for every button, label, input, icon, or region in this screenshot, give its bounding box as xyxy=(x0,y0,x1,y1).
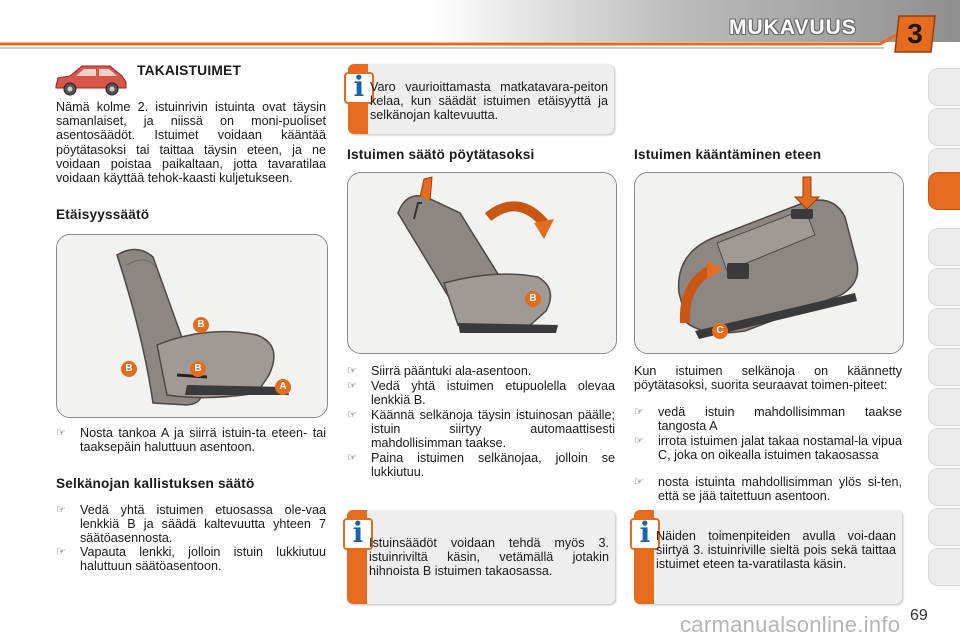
tilt-bullet-1: ☞ vedä istuin mahdollisimman taakse tangosta A xyxy=(634,405,902,434)
bullet-hand-icon: ☞ xyxy=(56,504,66,516)
bullet-hand-icon: ☞ xyxy=(56,546,66,558)
side-tab-6[interactable] xyxy=(928,268,960,306)
chapter-title: MUKAVUUS xyxy=(729,16,857,39)
page-number: 69 xyxy=(910,607,928,624)
table-bullet-2: ☞ Vedä yhtä istuimen etupuolella olevaa lenkkiä B. xyxy=(347,379,615,408)
side-tab-5[interactable] xyxy=(928,228,960,266)
watermark: carmanualsonline.info xyxy=(680,612,901,637)
side-tab-9[interactable] xyxy=(928,388,960,426)
tilt-heading: Istuimen kääntäminen eteen xyxy=(634,147,822,162)
recline-bullet-2: ☞ Vapauta lenkki, jolloin istuin lukkiutuu haluttuun säätöasentoon. xyxy=(56,545,326,574)
distance-bullet: ☞ Nosta tankoa A ja siirrä istuin-ta eteen- tai taaksepäin haluttuun asentoon. xyxy=(56,426,326,455)
tilt-bullet-2: ☞ irrota istuimen jalat takaa nostamal-la vipua C, joka on oikealla istuimen takaosassa xyxy=(634,434,902,463)
side-tab-2[interactable] xyxy=(928,108,960,146)
table-heading: Istuimen säätö pöytätasoksi xyxy=(347,147,535,162)
table-bullet-1: ☞ Siirrä pääntuki ala-asentoon. xyxy=(347,364,532,378)
bullet-hand-icon: ☞ xyxy=(56,427,66,439)
side-tab-12[interactable] xyxy=(928,508,960,546)
bullet-hand-icon: ☞ xyxy=(634,406,644,418)
label-c: C xyxy=(712,323,728,339)
table-figure xyxy=(347,172,617,354)
side-tab-13[interactable] xyxy=(928,548,960,586)
section-title: TAKAISTUIMET xyxy=(137,63,242,78)
recline-heading: Selkänojan kallistuksen säätö xyxy=(56,476,255,491)
car-icon xyxy=(52,60,130,98)
side-tab-7[interactable] xyxy=(928,308,960,346)
table-bullet-4: ☞ Paina istuimen selkänojaa, jolloin se lukkiutuu. xyxy=(347,451,615,480)
intro-paragraph: Nämä kolme 2. istuinrivin istuinta ovat täysin samanlaiset, ja niissä on moni-puoliset asentosäädöt. Istuimet voidaan kääntää pöytätasoksi tai taittaa täysin eteen, ja ne voidaan poistaa paikaltaan, jotta tavaratilaa voidaan käyttää tehok-kaasti kuljetukseen. xyxy=(56,100,326,186)
tilt-bullet-3: ☞ nosta istuinta mahdollisimman ylös si-ten, että se jää taitettuun asentoon. xyxy=(634,475,902,504)
distance-heading: Etäisyyssäätö xyxy=(56,207,150,222)
info-box-top: i Varo vaurioittamasta matkatavara-peiton kelaa, kun säädät istuimen etäisyyttä ja selkänojan kaltevuutta. xyxy=(348,64,614,134)
recline-bullet-1: ☞ Vedä yhtä istuimen etuosassa ole-vaa lenkkiä B ja säädä kaltevuutta yhteen 7 säätöasennosta. xyxy=(56,503,326,546)
info-box-right: i Näiden toimenpiteiden avulla voi-daan siirtyä 3. istuinriville sieltä pois sekä taittaa istuimet eteen ta-varatilasta käsin. xyxy=(634,510,902,604)
side-tab-11[interactable] xyxy=(928,468,960,506)
side-tab-8[interactable] xyxy=(928,348,960,386)
chapter-number: 3 xyxy=(907,18,923,49)
bullet-hand-icon: ☞ xyxy=(347,380,357,392)
label-b-3: B xyxy=(190,361,206,377)
info-box-middle: i Istuinsäädöt voidaan tehdä myös 3. istuinriviltä käsin, vetämällä jotakin hihnoista B istuimen takaosassa. xyxy=(347,510,615,604)
side-tab-1[interactable] xyxy=(928,68,960,106)
bullet-hand-icon: ☞ xyxy=(347,365,357,377)
side-tab-active[interactable] xyxy=(928,172,960,210)
bullet-hand-icon: ☞ xyxy=(634,476,644,488)
tilt-figure xyxy=(634,172,904,354)
label-a: A xyxy=(275,379,291,395)
label-b-1: B xyxy=(193,317,209,333)
distance-figure xyxy=(56,234,328,418)
bullet-hand-icon: ☞ xyxy=(347,452,357,464)
bullet-hand-icon: ☞ xyxy=(634,435,644,447)
label-b-2: B xyxy=(121,361,137,377)
table-bullet-3: ☞ Käännä selkänoja täysin istuinosan päälle; istuin siirtyy automaattisesti mahdollisimman taakse. xyxy=(347,408,615,451)
tilt-intro: Kun istuimen selkänoja on käännetty pöytätasoksi, suorita seuraavat toimen-piteet: xyxy=(634,364,902,393)
side-tab-10[interactable] xyxy=(928,428,960,466)
bullet-hand-icon: ☞ xyxy=(347,409,357,421)
label-b: B xyxy=(525,291,541,307)
